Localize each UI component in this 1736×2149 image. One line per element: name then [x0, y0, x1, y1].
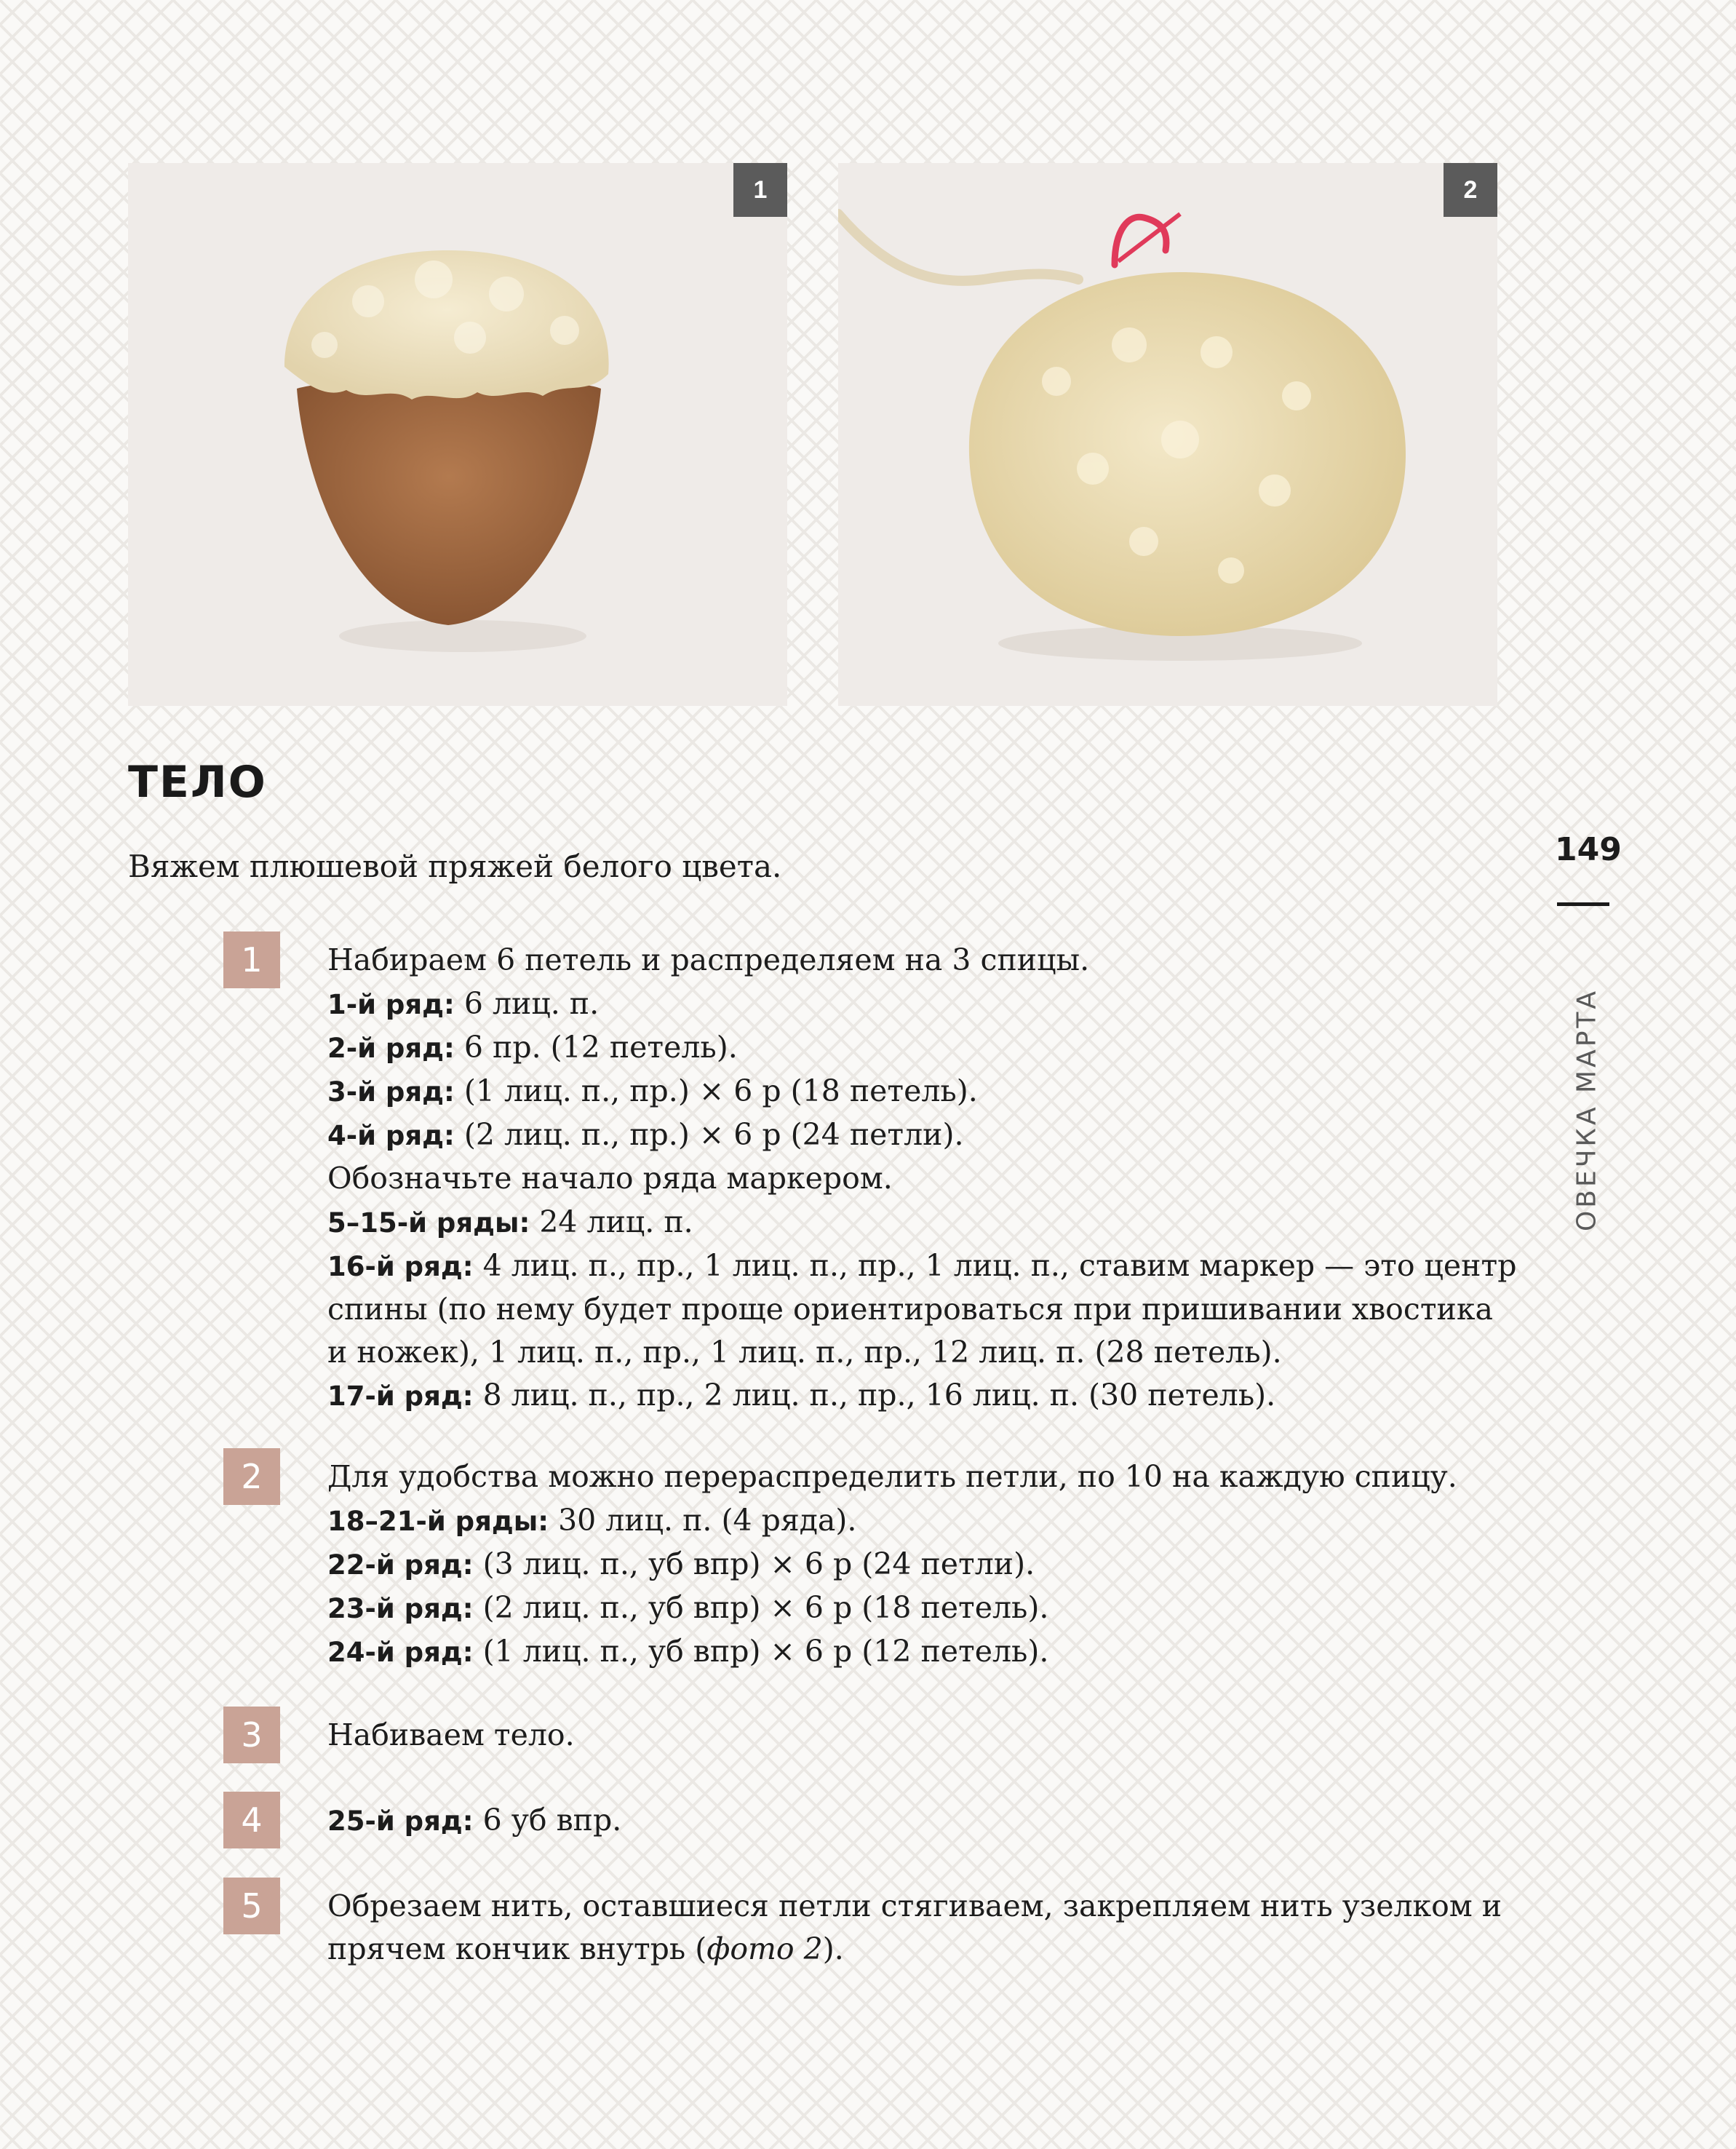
plush-ball-illustration	[838, 163, 1497, 706]
step-instructions	[327, 1885, 1521, 1971]
instruction-line: 2-й ряд: 6 пр. (12 петель).	[327, 1030, 738, 1065]
step-instructions	[327, 1714, 1521, 1757]
instruction-line: 25-й ряд: 6 уб впр.	[327, 1803, 622, 1838]
photo-knitted-body-cap	[128, 163, 787, 706]
instruction-line: Набираем 6 петель и распределяем на 3 спицы.	[327, 942, 1090, 977]
instruction-line: 3-й ряд: (1 лиц. п., пр.) × 6 р (18 петель).	[327, 1073, 978, 1108]
instruction-line: 24-й ряд: (1 лиц. п., уб впр) × 6 р (12 петель).	[327, 1634, 1049, 1669]
step-instructions	[327, 939, 1521, 1418]
instruction-line: 16-й ряд: 4 лиц. п., пр., 1 лиц. п., пр., 1 лиц. п., ставим маркер — это центр спины (по нему будет проще ориентироваться при пришивании хвостика и ножек), 1 лиц. п., пр., 1 лиц. п., пр., 12 лиц. п. (28 петель).	[327, 1248, 1517, 1370]
instruction-line: 17-й ряд: 8 лиц. п., пр., 2 лиц. п., пр., 16 лиц. п. (30 петель).	[327, 1378, 1276, 1413]
instruction-line: 22-й ряд: (3 лиц. п., уб впр) × 6 р (24 петли).	[327, 1546, 1035, 1581]
step-instructions	[327, 1799, 1521, 1843]
instruction-line: Обрезаем нить, оставшиеся петли стягиваем, закрепляем нить узелком и прячем кончик внутрь (фото 2).	[327, 1888, 1502, 1966]
instruction-line: 5–15-й ряды: 24 лиц. п.	[327, 1204, 693, 1239]
photo-reference: фото 2	[706, 1931, 823, 1966]
knitted-acorn-illustration	[128, 163, 787, 706]
section-title: ТЕЛО	[128, 757, 267, 808]
instruction-line: 23-й ряд: (2 лиц. п., уб впр) × 6 р (18 петель).	[327, 1590, 1049, 1625]
instruction-line: Обозначьте начало ряда маркером.	[327, 1161, 893, 1196]
step-number-badge: 3	[223, 1707, 280, 1763]
page-number-rule	[1557, 902, 1609, 906]
instruction-line: 4-й ряд: (2 лиц. п., пр.) × 6 р (24 петли).	[327, 1117, 964, 1152]
page-number: 149	[1555, 831, 1622, 868]
step-number-badge: 4	[223, 1792, 280, 1848]
photo-stuffed-body	[838, 163, 1497, 706]
instruction-line: 18–21-й ряды: 30 лиц. п. (4 ряда).	[327, 1503, 857, 1538]
step-number-badge: 2	[223, 1448, 280, 1505]
instruction-line: Для удобства можно перераспределить петли, по 10 на каждую спицу.	[327, 1459, 1457, 1494]
photo-number-badge: 2	[1444, 163, 1497, 217]
instruction-line: 1-й ряд: 6 лиц. п.	[327, 986, 600, 1021]
step-instructions	[327, 1455, 1521, 1674]
photo-number-badge: 1	[733, 163, 787, 217]
step-number-badge: 5	[223, 1878, 280, 1934]
step-number-badge: 1	[223, 932, 280, 988]
instruction-line: Набиваем тело.	[327, 1717, 575, 1752]
running-head: ОВЕЧКА МАРТА	[1572, 988, 1602, 1232]
intro-text: Вяжем плюшевой пряжей белого цвета.	[128, 849, 782, 884]
